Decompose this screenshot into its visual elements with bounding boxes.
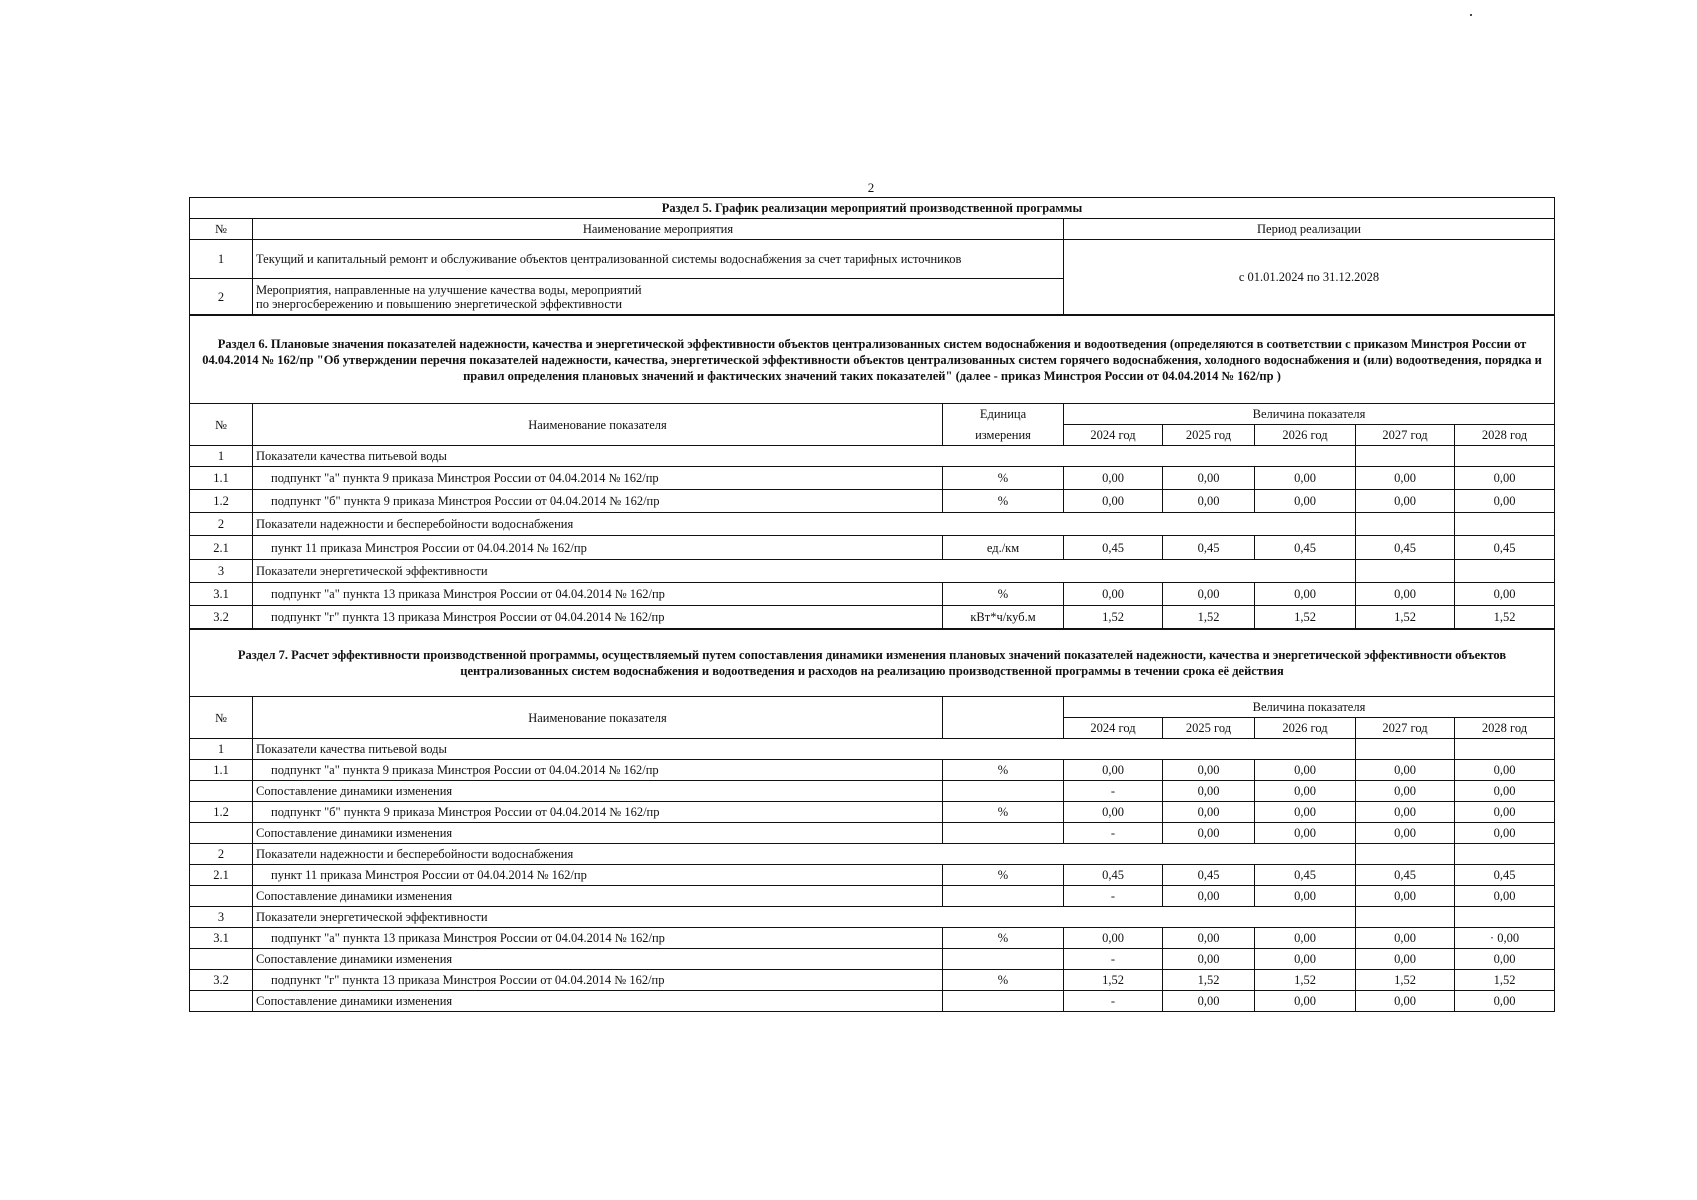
value-cell: 0,00 bbox=[1255, 928, 1356, 949]
row-num: 1.1 bbox=[190, 760, 253, 781]
comparison-cell: 0,00 bbox=[1255, 886, 1356, 907]
section6-year-header: 2028 год bbox=[1455, 425, 1555, 446]
row-name: подпункт "а" пункта 13 приказа Минстроя России от 04.04.2014 № 162/пр bbox=[253, 928, 943, 949]
value-cell: 1,52 bbox=[1356, 970, 1455, 991]
row-num: 3.1 bbox=[190, 928, 253, 949]
empty-cell bbox=[943, 781, 1064, 802]
group-num: 1 bbox=[190, 446, 253, 467]
row-name: подпункт "г" пункта 13 приказа Минстроя России от 04.04.2014 № 162/пр bbox=[253, 606, 943, 629]
table-row bbox=[190, 490, 1555, 513]
table-row bbox=[190, 536, 1555, 560]
value-cell: 0,45 bbox=[1356, 536, 1455, 560]
comparison-cell: 0,00 bbox=[1356, 781, 1455, 802]
empty-cell bbox=[1356, 844, 1455, 865]
row-unit: ед./км bbox=[943, 536, 1064, 560]
section6-header-num: № bbox=[190, 404, 253, 446]
comparison-label: Сопоставление динамики изменения bbox=[253, 949, 943, 970]
value-cell: 1,52 bbox=[1163, 970, 1255, 991]
section6-group-row bbox=[190, 560, 1555, 583]
row-name: подпункт "а" пункта 9 приказа Минстроя России от 04.04.2014 № 162/пр bbox=[253, 467, 943, 490]
comparison-label: Сопоставление динамики изменения bbox=[253, 991, 943, 1012]
comparison-cell: - bbox=[1064, 949, 1163, 970]
value-cell: 0,00 bbox=[1064, 760, 1163, 781]
value-cell: 1,52 bbox=[1064, 606, 1163, 629]
comparison-cell: 0,00 bbox=[1455, 949, 1555, 970]
value-cell: 0,00 bbox=[1255, 490, 1356, 513]
section7-year-header: 2028 год bbox=[1455, 718, 1555, 739]
section6-group-row bbox=[190, 513, 1555, 536]
value-cell: 0,00 bbox=[1163, 490, 1255, 513]
value-cell: 0,00 bbox=[1064, 490, 1163, 513]
table-row bbox=[190, 760, 1555, 781]
empty-cell bbox=[1356, 446, 1455, 467]
table-row bbox=[190, 606, 1555, 629]
section7-year-header: 2024 год bbox=[1064, 718, 1163, 739]
value-cell: 0,00 bbox=[1064, 928, 1163, 949]
group-title: Показатели энергетической эффективности bbox=[253, 907, 1356, 928]
value-cell: 0,00 bbox=[1163, 467, 1255, 490]
value-cell: 0,00 bbox=[1356, 760, 1455, 781]
comparison-cell: 0,00 bbox=[1455, 991, 1555, 1012]
comparison-row bbox=[190, 991, 1555, 1012]
row-name: подпункт "б" пункта 9 приказа Минстроя России от 04.04.2014 № 162/пр bbox=[253, 490, 943, 513]
section6-year-header: 2025 год bbox=[1163, 425, 1255, 446]
section7-title: Раздел 7. Расчет эффективности производственной программы, осуществляемый путем сопоставления динамики изменения плановых значений показателей надежности, качества и энергетической эффективности объектов централизованных систем водоснабжения и водоотведения и расходов на реализацию производственной программы в течении срока её действия bbox=[190, 630, 1555, 697]
value-cell: 1,52 bbox=[1255, 970, 1356, 991]
row-name: пункт 11 приказа Минстроя России от 04.04.2014 № 162/пр bbox=[253, 536, 943, 560]
row-unit: % bbox=[943, 865, 1064, 886]
row-unit: кВт*ч/куб.м bbox=[943, 606, 1064, 629]
empty-cell bbox=[943, 949, 1064, 970]
empty-cell bbox=[1455, 907, 1555, 928]
section6-header-unit-line1: Единица bbox=[943, 404, 1064, 425]
section5-header-num: № bbox=[190, 219, 253, 240]
section5-row-name-line1: Мероприятия, направленные на улучшение качества воды, мероприятий bbox=[256, 282, 642, 297]
group-title: Показатели качества питьевой воды bbox=[253, 739, 1356, 760]
row-name: подпункт "б" пункта 9 приказа Минстроя России от 04.04.2014 № 162/пр bbox=[253, 802, 943, 823]
comparison-row bbox=[190, 823, 1555, 844]
row-unit: % bbox=[943, 490, 1064, 513]
comparison-cell: 0,00 bbox=[1255, 991, 1356, 1012]
section6-header-unit-line2: измерения bbox=[943, 425, 1064, 446]
value-cell: 0,00 bbox=[1455, 583, 1555, 606]
group-title: Показатели энергетической эффективности bbox=[253, 560, 1356, 583]
comparison-cell: 0,00 bbox=[1163, 886, 1255, 907]
value-cell: 0,00 bbox=[1163, 583, 1255, 606]
section7-group-row bbox=[190, 739, 1555, 760]
empty-cell bbox=[1455, 739, 1555, 760]
value-cell: 0,00 bbox=[1064, 802, 1163, 823]
section6-year-header: 2027 год bbox=[1356, 425, 1455, 446]
comparison-cell: 0,00 bbox=[1163, 949, 1255, 970]
scan-speck bbox=[1470, 14, 1472, 16]
value-cell: 0,00 bbox=[1455, 467, 1555, 490]
group-title: Показатели надежности и бесперебойности водоснабжения bbox=[253, 844, 1356, 865]
empty-cell bbox=[190, 781, 253, 802]
value-cell: 1,52 bbox=[1255, 606, 1356, 629]
value-cell: 0,45 bbox=[1255, 536, 1356, 560]
row-num: 2.1 bbox=[190, 865, 253, 886]
table-row bbox=[190, 970, 1555, 991]
comparison-cell: 0,00 bbox=[1255, 823, 1356, 844]
comparison-cell: 0,00 bbox=[1356, 886, 1455, 907]
value-cell: 0,45 bbox=[1455, 536, 1555, 560]
value-cell: 0,45 bbox=[1455, 865, 1555, 886]
row-num: 1.1 bbox=[190, 467, 253, 490]
value-cell: 0,45 bbox=[1163, 865, 1255, 886]
value-cell: 0,00 bbox=[1455, 760, 1555, 781]
section7-header-value: Величина показателя bbox=[1064, 697, 1555, 718]
empty-cell bbox=[1455, 560, 1555, 583]
value-cell: 0,00 bbox=[1356, 490, 1455, 513]
comparison-cell: 0,00 bbox=[1163, 991, 1255, 1012]
value-cell: 0,00 bbox=[1455, 490, 1555, 513]
section7-group-row bbox=[190, 907, 1555, 928]
value-cell: 1,52 bbox=[1064, 970, 1163, 991]
comparison-cell: 0,00 bbox=[1356, 949, 1455, 970]
value-cell: 0,00 bbox=[1356, 802, 1455, 823]
value-cell: 0,45 bbox=[1064, 536, 1163, 560]
comparison-cell: - bbox=[1064, 886, 1163, 907]
row-unit: % bbox=[943, 467, 1064, 490]
value-cell: 0,00 bbox=[1356, 467, 1455, 490]
comparison-cell: 0,00 bbox=[1455, 823, 1555, 844]
section6-year-header: 2024 год bbox=[1064, 425, 1163, 446]
group-title: Показатели надежности и бесперебойности водоснабжения bbox=[253, 513, 1356, 536]
section6-header-value: Величина показателя bbox=[1064, 404, 1555, 425]
empty-cell bbox=[190, 991, 253, 1012]
section7-header-num: № bbox=[190, 697, 253, 739]
section7-year-header: 2025 год bbox=[1163, 718, 1255, 739]
section5-table bbox=[189, 197, 1555, 315]
value-cell: 0,45 bbox=[1163, 536, 1255, 560]
empty-cell bbox=[943, 886, 1064, 907]
empty-cell bbox=[190, 886, 253, 907]
section6-title: Раздел 6. Плановые значения показателей надежности, качества и энергетической эффективности объектов централизованных систем водоснабжения и водоотведения (определяются в соответствии с приказом Минстроя России от 04.04.2014 № 162/пр "Об утверждении перечня показателей надежности, качества, энергетической эффективности объектов централизованных систем горячего водоснабжения, холодного водоснабжения и (или) водоотведения, порядка и правил определения плановых значений и фактических значений таких показателей" (далее - приказ Минстроя России от 04.04.2014 № 162/пр ) bbox=[190, 316, 1555, 404]
value-cell: 0,00 bbox=[1455, 802, 1555, 823]
value-cell: 0,00 bbox=[1064, 583, 1163, 606]
comparison-row bbox=[190, 886, 1555, 907]
comparison-cell: 0,00 bbox=[1455, 781, 1555, 802]
group-num: 2 bbox=[190, 844, 253, 865]
value-cell: 0,00 bbox=[1255, 467, 1356, 490]
value-cell: 0,45 bbox=[1255, 865, 1356, 886]
group-num: 3 bbox=[190, 907, 253, 928]
empty-cell bbox=[1356, 907, 1455, 928]
row-unit: % bbox=[943, 970, 1064, 991]
row-name: пункт 11 приказа Минстроя России от 04.04.2014 № 162/пр bbox=[253, 865, 943, 886]
value-cell: 0,00 bbox=[1163, 760, 1255, 781]
section5-row-name-line2: по энергосбережению и повышению энергетической эффективности bbox=[256, 296, 623, 311]
empty-cell bbox=[943, 991, 1064, 1012]
value-cell: 0,00 bbox=[1255, 583, 1356, 606]
row-unit: % bbox=[943, 583, 1064, 606]
comparison-cell: - bbox=[1064, 781, 1163, 802]
value-cell: 0,45 bbox=[1064, 865, 1163, 886]
value-cell: 0,00 bbox=[1356, 928, 1455, 949]
value-cell: 1,52 bbox=[1455, 970, 1555, 991]
value-cell: 0,00 bbox=[1163, 802, 1255, 823]
row-name: подпункт "а" пункта 13 приказа Минстроя России от 04.04.2014 № 162/пр bbox=[253, 583, 943, 606]
section7-group-row bbox=[190, 844, 1555, 865]
group-num: 1 bbox=[190, 739, 253, 760]
table-row bbox=[190, 802, 1555, 823]
empty-cell bbox=[1455, 446, 1555, 467]
table-row bbox=[190, 865, 1555, 886]
page-number: 2 bbox=[867, 180, 875, 195]
section5-row-num: 1 bbox=[190, 240, 253, 279]
empty-cell bbox=[1356, 739, 1455, 760]
section5-title: Раздел 5. График реализации мероприятий производственной программы bbox=[190, 198, 1555, 219]
value-cell: 1,52 bbox=[1455, 606, 1555, 629]
comparison-label: Сопоставление динамики изменения bbox=[253, 823, 943, 844]
row-num: 1.2 bbox=[190, 490, 253, 513]
comparison-cell: 0,00 bbox=[1356, 823, 1455, 844]
table-row bbox=[190, 928, 1555, 949]
comparison-cell: - bbox=[1064, 823, 1163, 844]
row-name: подпункт "г" пункта 13 приказа Минстроя России от 04.04.2014 № 162/пр bbox=[253, 970, 943, 991]
empty-cell bbox=[1455, 844, 1555, 865]
value-cell: 0,00 bbox=[1163, 928, 1255, 949]
document-body bbox=[189, 197, 1555, 1012]
section5-header-name: Наименование мероприятия bbox=[253, 219, 1064, 240]
group-num: 3 bbox=[190, 560, 253, 583]
empty-cell bbox=[1455, 513, 1555, 536]
section6-year-header: 2026 год bbox=[1255, 425, 1356, 446]
comparison-label: Сопоставление динамики изменения bbox=[253, 886, 943, 907]
section7-header-unit bbox=[943, 697, 1064, 739]
section5-header-period: Период реализации bbox=[1064, 219, 1555, 240]
empty-cell bbox=[1356, 513, 1455, 536]
section5-row-num: 2 bbox=[190, 279, 253, 315]
empty-cell bbox=[190, 823, 253, 844]
section6-table bbox=[189, 315, 1555, 629]
value-cell: · 0,00 bbox=[1455, 928, 1555, 949]
section7-year-header: 2026 год bbox=[1255, 718, 1356, 739]
row-num: 3.1 bbox=[190, 583, 253, 606]
section7-year-header: 2027 год bbox=[1356, 718, 1455, 739]
section7-table bbox=[189, 629, 1555, 1012]
row-num: 3.2 bbox=[190, 970, 253, 991]
empty-cell bbox=[1356, 560, 1455, 583]
comparison-row bbox=[190, 781, 1555, 802]
value-cell: 0,00 bbox=[1255, 760, 1356, 781]
row-num: 1.2 bbox=[190, 802, 253, 823]
comparison-cell: 0,00 bbox=[1163, 823, 1255, 844]
group-title: Показатели качества питьевой воды bbox=[253, 446, 1356, 467]
row-unit: % bbox=[943, 802, 1064, 823]
comparison-row bbox=[190, 949, 1555, 970]
section5-period: с 01.01.2024 по 31.12.2028 bbox=[1064, 240, 1555, 315]
comparison-cell: 0,00 bbox=[1455, 886, 1555, 907]
comparison-label: Сопоставление динамики изменения bbox=[253, 781, 943, 802]
value-cell: 0,00 bbox=[1356, 583, 1455, 606]
row-name: подпункт "а" пункта 9 приказа Минстроя России от 04.04.2014 № 162/пр bbox=[253, 760, 943, 781]
section6-header-name: Наименование показателя bbox=[253, 404, 943, 446]
section6-group-row bbox=[190, 446, 1555, 467]
row-unit: % bbox=[943, 928, 1064, 949]
row-num: 2.1 bbox=[190, 536, 253, 560]
value-cell: 0,45 bbox=[1356, 865, 1455, 886]
value-cell: 0,00 bbox=[1064, 467, 1163, 490]
group-num: 2 bbox=[190, 513, 253, 536]
table-row bbox=[190, 583, 1555, 606]
comparison-cell: 0,00 bbox=[1255, 781, 1356, 802]
row-unit: % bbox=[943, 760, 1064, 781]
comparison-cell: 0,00 bbox=[1255, 949, 1356, 970]
section5-row-name: Текущий и капитальный ремонт и обслуживание объектов централизованной системы водоснабжения за счет тарифных источников bbox=[253, 240, 1064, 279]
row-num: 3.2 bbox=[190, 606, 253, 629]
value-cell: 1,52 bbox=[1356, 606, 1455, 629]
value-cell: 0,00 bbox=[1255, 802, 1356, 823]
empty-cell bbox=[190, 949, 253, 970]
section5-row-name bbox=[253, 279, 1064, 315]
comparison-cell: - bbox=[1064, 991, 1163, 1012]
comparison-cell: 0,00 bbox=[1356, 991, 1455, 1012]
table-row bbox=[190, 467, 1555, 490]
section7-header-name: Наименование показателя bbox=[253, 697, 943, 739]
comparison-cell: 0,00 bbox=[1163, 781, 1255, 802]
value-cell: 1,52 bbox=[1163, 606, 1255, 629]
empty-cell bbox=[943, 823, 1064, 844]
